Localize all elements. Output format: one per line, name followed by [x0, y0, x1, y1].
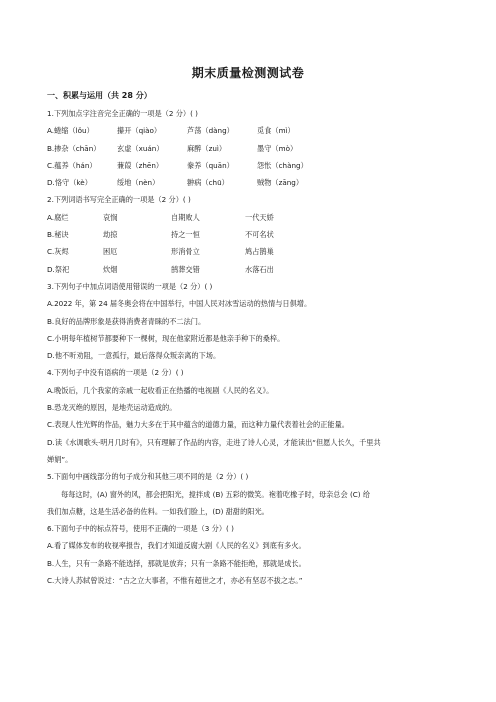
- option-term: D.祭祀: [47, 264, 70, 274]
- option-term: 鸠占鹊巢: [245, 247, 274, 257]
- question-5-passage: 每每这时，(A) 窗外的风，都会把阳光，搅拌成 (B) 五彩的微笑。袍着吃橡子时，母亲总会 (C) 给: [61, 489, 371, 499]
- question-2-option-c[interactable]: [47, 247, 467, 264]
- option-term: 水落石出: [245, 264, 274, 274]
- question-3-stem: 3.下列句子中加点词语使用错误的一项是（2 分）( ): [47, 281, 213, 291]
- question-1-option-b[interactable]: [47, 144, 467, 161]
- option-term: 蒹葭（zhēn）: [117, 160, 164, 170]
- option-term: 攥开（qiào）: [117, 126, 162, 136]
- section-heading: 一、积累与运用（共 28 分）: [47, 91, 152, 100]
- option-term: A.蜷缩（lǒu）: [47, 126, 94, 136]
- question-2-option-d[interactable]: [47, 265, 467, 282]
- question-5-stem: 5.下面句中画线部分的句子成分和其他三项不同的是（2 分）( ): [47, 472, 249, 482]
- question-1-option-a[interactable]: [47, 126, 467, 143]
- question-4-option-d-cont: 婵娟”。: [47, 454, 73, 464]
- option-term: 墨守（mò）: [257, 143, 298, 153]
- question-4-option-d[interactable]: D.读《水调歌头·明月几时有》，只有理解了作品的内容，走进了诗人心灵，才能读出“但愿人长久，千里共: [47, 437, 381, 447]
- option-term: C.灰烬: [47, 247, 69, 257]
- question-4-option-b[interactable]: B.恐龙灭绝的原因，是地壳运动造成的。: [47, 403, 177, 413]
- question-4-option-c[interactable]: C.表现人性光辉的作品，魅力大多在于其中蕴含的道德力量，而这种力量代表着社会的正能量。: [47, 420, 349, 430]
- question-5-passage-cont: 我们加点糖，这是生活必备的佐料。一如我们脸上，(D) 甜甜的阳光。: [47, 506, 269, 516]
- option-term: 贼物（zāng）: [257, 178, 304, 188]
- option-term: A.腐烂: [47, 212, 69, 222]
- question-list: [47, 109, 467, 593]
- option-term: 绥地（nèn）: [117, 178, 160, 188]
- question-3-option-b[interactable]: B.良好的品牌形象是获得消费者青睐的不二法门。: [47, 316, 206, 326]
- question-3-option-d[interactable]: D.他不听劝阻，一意孤行，最后落得众叛亲离的下场。: [47, 351, 221, 361]
- option-term: 不可名状: [245, 230, 274, 240]
- option-term: B.秘诀: [47, 230, 69, 240]
- option-term: 怨怅（chàng）: [257, 160, 308, 170]
- question-6-option-c[interactable]: C.大诗人苏轼曾说过：“古之立大事者，不惟有超世之才，亦必有坚忍不拔之志。”: [47, 576, 303, 586]
- question-2-stem: 2.下列词语书写完全正确的一项是（2 分）( ): [47, 195, 191, 205]
- question-4-option-a[interactable]: A.晚饭后，几个我家的亲戚一起收看正在热播的电视剧《人民的名义》。: [47, 385, 274, 395]
- question-6-option-b[interactable]: B.人生，只有一条路不能选择，那就是放弃；只有一条路不能拒绝，那就是成长。: [47, 558, 306, 568]
- option-term: 觅食（mì）: [257, 126, 295, 136]
- page-title: 期末质量检测测试卷: [191, 66, 305, 80]
- question-2-option-a[interactable]: [47, 213, 467, 230]
- option-term: D.恪守（kè）: [47, 178, 92, 188]
- question-1-option-d[interactable]: [47, 178, 467, 195]
- option-term: 一代天娇: [245, 212, 274, 222]
- option-term: 翀病（chū）: [187, 178, 229, 188]
- option-term: 玄虚（xuán）: [117, 143, 164, 153]
- question-6-stem: 6.下面句子中的标点符号，使用不正确的一项是（3 分）( ): [47, 524, 234, 534]
- option-term: C.蕴养（hán）: [47, 160, 97, 170]
- option-term: 炊烟: [103, 264, 118, 274]
- question-3-option-a[interactable]: A.2022 年，第 24 届冬奥会将在中国举行，中国人民对冰雪运动的热情与日俱增。: [47, 299, 312, 309]
- option-term: 麻醉（zuì）: [187, 143, 227, 153]
- option-term: 持之一恒: [171, 230, 200, 240]
- option-term: 自期败人: [171, 212, 200, 222]
- option-term: 劫掠: [103, 230, 118, 240]
- question-2-option-b[interactable]: [47, 230, 467, 247]
- option-term: 鹄葬交错: [171, 264, 200, 274]
- option-term: 困厄: [103, 247, 118, 257]
- option-term: 哀悯: [103, 212, 118, 222]
- question-1-option-c[interactable]: [47, 161, 467, 178]
- option-term: 豢养（quān）: [187, 160, 234, 170]
- question-4-stem: 4.下列句子中没有语病的一项是（2 分）( ): [47, 368, 184, 378]
- option-term: B.掺杂（chān）: [47, 143, 101, 153]
- question-3-option-c[interactable]: C.小明每年植树节都要种下一棵树，现在他家附近都是他亲手种下的桑梓。: [47, 333, 285, 343]
- question-6-option-a[interactable]: A.看了媒体发布的收视率报告，我们才知道反腐大剧《人民的名义》到底有多火。: [47, 541, 306, 551]
- option-term: 芦荡（dàng）: [187, 126, 234, 136]
- option-term: 形消骨立: [171, 247, 200, 257]
- question-1-stem: 1.下列加点字注音完全正确的一项是（2 分）( ): [47, 109, 198, 118]
